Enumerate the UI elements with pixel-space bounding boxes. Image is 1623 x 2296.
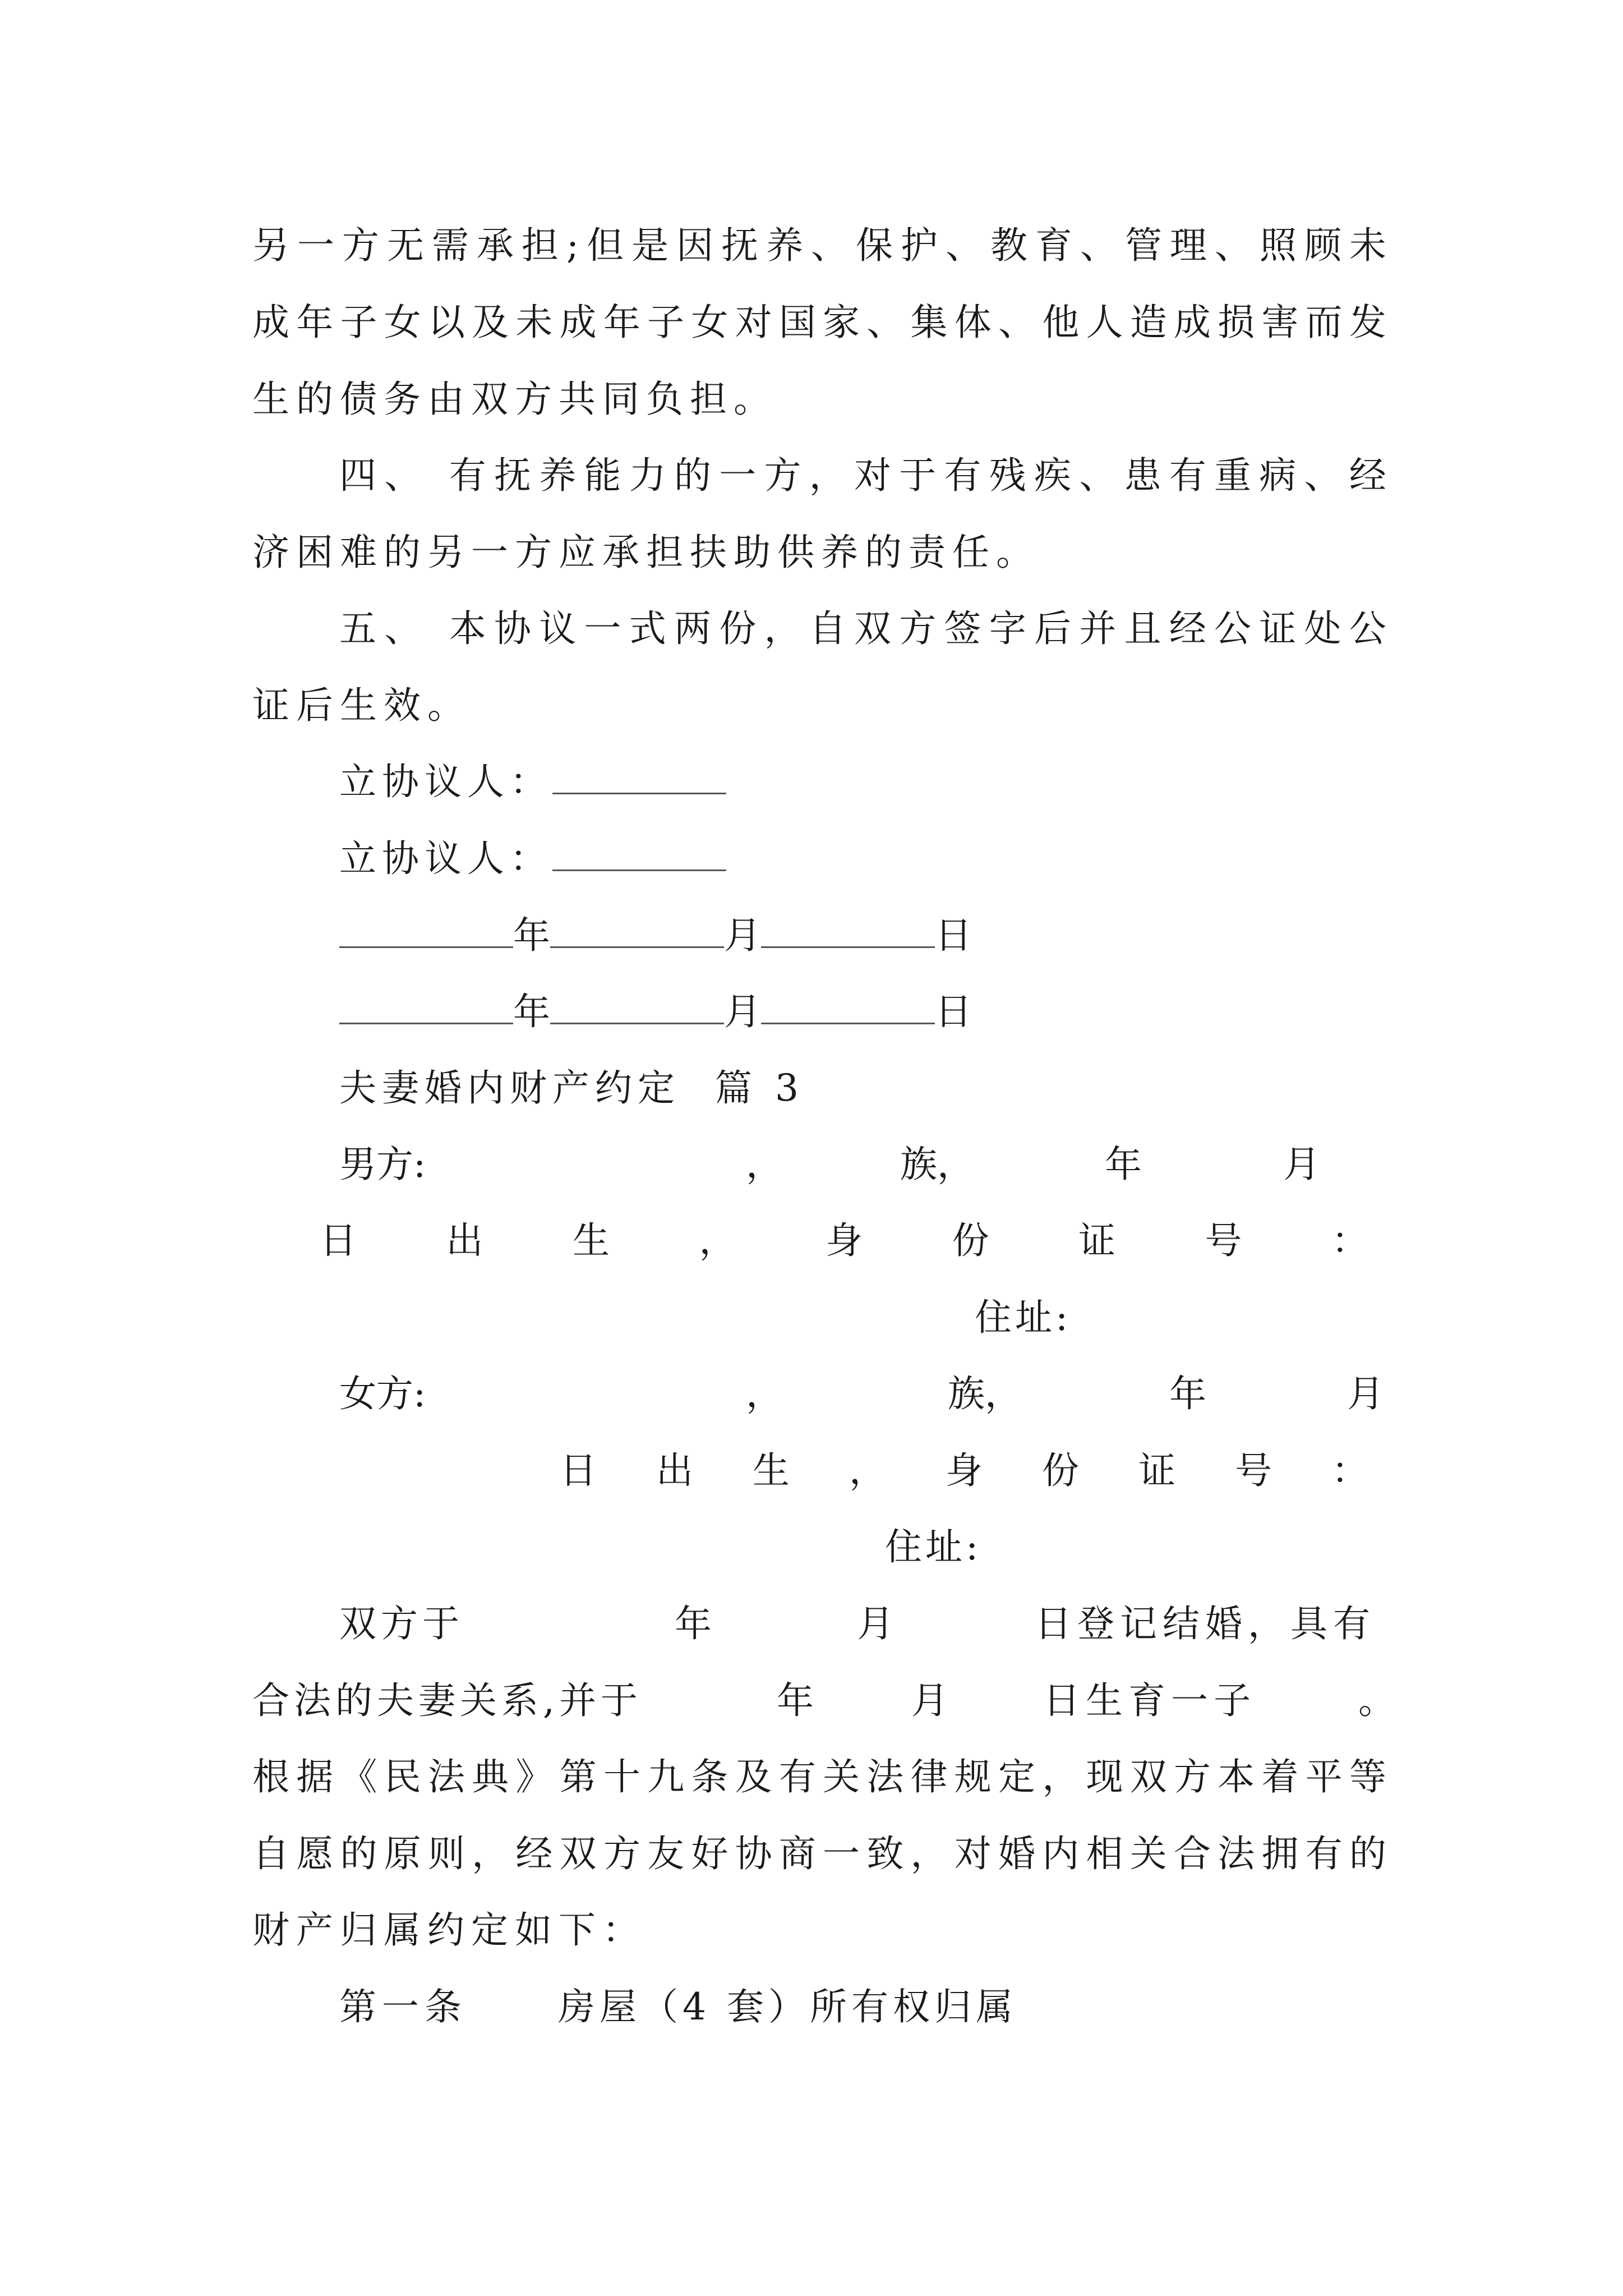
char: 一 [719, 454, 757, 497]
char: 商 [778, 1832, 816, 1875]
char [430, 453, 441, 498]
char: 担 [521, 224, 559, 267]
char: 愿 [296, 1832, 334, 1875]
paragraph-line [252, 300, 1386, 345]
male-ethnicity: 族， [900, 1143, 974, 1186]
char: 相 [1086, 1832, 1123, 1875]
char: 则 [427, 1832, 465, 1875]
char: 经 [515, 1832, 553, 1875]
char: 法 [866, 1755, 904, 1798]
female-birth-line [560, 1448, 1368, 1493]
year-blank[interactable] [339, 914, 513, 948]
char: 一 [297, 224, 334, 267]
marriage-text: 日生育一子 [1043, 1679, 1256, 1722]
marriage-month: 月 [857, 1602, 894, 1645]
char: 对 [854, 454, 891, 497]
char: 集 [910, 301, 948, 344]
char: 、 [384, 607, 422, 650]
char: 未 [515, 301, 553, 344]
male-month: 月 [1283, 1143, 1320, 1186]
paragraph-line [252, 1755, 1386, 1800]
char: 议 [539, 607, 577, 650]
char: 承 [476, 224, 514, 267]
char: 、 [1214, 224, 1252, 267]
char: 但 [587, 224, 624, 267]
char: 及 [735, 1755, 772, 1798]
char: 另 [252, 224, 289, 267]
signature-blank[interactable] [552, 837, 726, 871]
paragraph-line [252, 1832, 1386, 1876]
char: 证 [1138, 1449, 1175, 1492]
char: ， [849, 1449, 886, 1492]
char: ， [910, 1832, 948, 1875]
char: 养 [766, 224, 804, 267]
char: 本 [449, 607, 486, 650]
char: 生 [573, 1219, 610, 1262]
char: 照 [1259, 224, 1297, 267]
char: 现 [1086, 1755, 1123, 1798]
char: 、 [1304, 454, 1341, 497]
female-year: 年 [1169, 1372, 1206, 1415]
char: 抚 [494, 454, 531, 497]
char: 的 [1349, 1832, 1386, 1875]
char: 成 [559, 301, 597, 344]
char: 保 [856, 224, 893, 267]
char: 及 [472, 301, 509, 344]
marriage-period: 。 [1358, 1679, 1395, 1722]
month-blank[interactable] [550, 990, 724, 1024]
signature-line [339, 836, 1386, 881]
char: 残 [989, 454, 1026, 497]
char: 人 [1086, 301, 1123, 344]
char: 四 [339, 454, 376, 497]
male-year: 年 [1105, 1143, 1142, 1186]
char: 的 [674, 454, 711, 497]
female-label: 女方: [339, 1372, 426, 1415]
char: 处 [1304, 607, 1341, 650]
char: ， [472, 1832, 509, 1875]
char: 女 [384, 301, 421, 344]
char: 关 [1129, 1832, 1167, 1875]
female-ethnicity: 族， [948, 1372, 1022, 1415]
paragraph-line: 财产归属约定如下： [252, 1908, 646, 1952]
char: 九 [647, 1755, 685, 1798]
char: 体 [954, 301, 992, 344]
char: 子 [647, 301, 685, 344]
male-comma: ， [746, 1143, 783, 1186]
char: 号 [1205, 1219, 1242, 1262]
char: 、 [811, 224, 849, 267]
male-label: 男方: [339, 1143, 426, 1186]
char: 教 [990, 224, 1027, 267]
char: 有 [944, 454, 981, 497]
char: ： [1331, 1219, 1368, 1262]
char: ， [699, 1219, 736, 1262]
signature-blank[interactable] [552, 760, 726, 794]
article-label: 第一条 [339, 1985, 467, 2028]
char: 患 [1124, 454, 1161, 497]
char: 疾 [1034, 454, 1071, 497]
char: 条 [691, 1755, 728, 1798]
char: 方 [1173, 1755, 1211, 1798]
char: 关 [823, 1755, 860, 1798]
char: 、 [998, 301, 1035, 344]
char: 对 [954, 1832, 992, 1875]
char: 证 [1078, 1219, 1115, 1262]
section-title: 夫妻婚内财产约定 篇 3 [339, 1066, 804, 1110]
char: 规 [954, 1755, 992, 1798]
char: 着 [1261, 1755, 1299, 1798]
char: 病 [1259, 454, 1297, 497]
char: 一 [823, 1832, 860, 1875]
char: 有 [1169, 454, 1206, 497]
char: 份 [719, 607, 757, 650]
char: 《 [340, 1755, 377, 1798]
char: 式 [629, 607, 666, 650]
char: 字 [989, 607, 1026, 650]
char: 且 [1124, 607, 1161, 650]
char: 双 [1129, 1755, 1167, 1798]
article-title: 房屋（4 套）所有权归属 [558, 1985, 1017, 2028]
article-line [339, 1985, 1386, 2030]
female-month: 月 [1347, 1372, 1384, 1415]
char: 有 [1305, 1832, 1343, 1875]
day-blank[interactable] [761, 990, 935, 1024]
char: 号 [1235, 1449, 1272, 1492]
year-blank[interactable] [339, 990, 513, 1024]
char: 自 [252, 1832, 289, 1875]
char: 身 [946, 1449, 983, 1492]
day-label: 日 [935, 990, 972, 1033]
char: 造 [1129, 301, 1167, 344]
char: 养 [539, 454, 577, 497]
char: 、 [946, 224, 983, 267]
paragraph-line: 证后生效。 [252, 684, 471, 727]
char: 公 [1214, 607, 1251, 650]
char: 发 [1349, 301, 1386, 344]
char: 经 [1169, 607, 1206, 650]
birth-month: 月 [911, 1679, 948, 1722]
char: 、 [1080, 224, 1117, 267]
char: 害 [1261, 301, 1299, 344]
char: ： [1331, 1449, 1368, 1492]
char: 方 [342, 224, 379, 267]
char: 双 [854, 607, 891, 650]
char: 顾 [1304, 224, 1341, 267]
char: 》 [515, 1755, 553, 1798]
char: 成 [252, 301, 289, 344]
char: 以 [427, 301, 465, 344]
char: 女 [691, 301, 728, 344]
date-line [339, 990, 1386, 1034]
char: 签 [944, 607, 981, 650]
char: 致 [866, 1832, 904, 1875]
char: 、 [866, 301, 904, 344]
char: 后 [1034, 607, 1071, 650]
month-label: 月 [724, 914, 761, 957]
char: 家 [823, 301, 860, 344]
paragraph-line [339, 606, 1386, 651]
char: 因 [676, 224, 714, 267]
char: 成 [1173, 301, 1211, 344]
char: 出 [446, 1219, 483, 1262]
char: 对 [735, 301, 772, 344]
char: 合 [1173, 1832, 1211, 1875]
male-address: 住址: [975, 1296, 1072, 1339]
char: 需 [431, 224, 469, 267]
char: 而 [1305, 301, 1343, 344]
birth-year: 年 [777, 1679, 814, 1722]
char: 两 [674, 607, 711, 650]
char: ; [566, 224, 579, 267]
char: 抚 [721, 224, 759, 267]
char: 公 [1349, 607, 1386, 650]
char: 于 [899, 454, 937, 497]
char: 自 [809, 607, 846, 650]
char: 据 [296, 1755, 334, 1798]
char: 、 [384, 454, 422, 497]
marriage-text: 双方于 [339, 1602, 464, 1645]
marriage-year: 年 [675, 1602, 712, 1645]
char: 法 [427, 1755, 465, 1798]
char [430, 606, 441, 651]
year-label: 年 [513, 914, 550, 957]
year-label: 年 [513, 990, 550, 1033]
char: 并 [1079, 607, 1117, 650]
char: 好 [691, 1832, 728, 1875]
signature-line [339, 760, 1386, 804]
paragraph-line [339, 453, 1386, 498]
char: 是 [631, 224, 669, 267]
char: 重 [1214, 454, 1251, 497]
char: 的 [340, 1832, 377, 1875]
male-birth-line [320, 1218, 1368, 1263]
date-line [339, 913, 1386, 958]
char: 年 [603, 301, 640, 344]
char: 第 [559, 1755, 597, 1798]
char: 友 [647, 1832, 685, 1875]
char: 经 [1349, 454, 1386, 497]
char: 五 [339, 607, 376, 650]
paragraph-line: 济困难的另一方应承担扶助供养的责任。 [252, 531, 1040, 574]
char: 证 [1259, 607, 1297, 650]
char: 方 [899, 607, 937, 650]
char: ， [809, 454, 846, 497]
female-comma: ， [746, 1372, 783, 1415]
char: 民 [384, 1755, 421, 1798]
char: 法 [1218, 1832, 1255, 1875]
char: 一 [584, 607, 621, 650]
char: 十 [603, 1755, 640, 1798]
char: 生 [753, 1449, 790, 1492]
char: 损 [1218, 301, 1255, 344]
char: 无 [386, 224, 424, 267]
female-address: 住址: [885, 1525, 982, 1568]
char: 有 [449, 454, 486, 497]
char: 国 [778, 301, 816, 344]
char: 育 [1035, 224, 1072, 267]
day-blank[interactable] [761, 914, 935, 948]
char: 出 [656, 1449, 693, 1492]
char: 内 [1042, 1832, 1080, 1875]
char: 他 [1042, 301, 1080, 344]
char: 份 [952, 1219, 989, 1262]
char: 等 [1349, 1755, 1386, 1798]
char: 日 [560, 1449, 597, 1492]
party-label: 立协议人： [339, 760, 552, 803]
char: ， [764, 607, 801, 650]
char: 份 [1042, 1449, 1079, 1492]
char: ， [1042, 1755, 1080, 1798]
char: 管 [1124, 224, 1162, 267]
char: 护 [901, 224, 938, 267]
char: 协 [494, 607, 531, 650]
char: 婚 [998, 1832, 1035, 1875]
char: 子 [340, 301, 377, 344]
char: 平 [1305, 1755, 1343, 1798]
day-label: 日 [935, 914, 972, 957]
marriage-text: 日登记结婚，具有 [1035, 1602, 1376, 1645]
char: 力 [629, 454, 666, 497]
char: 律 [910, 1755, 948, 1798]
char: 典 [472, 1755, 509, 1798]
char: 方 [764, 454, 801, 497]
char: 未 [1349, 224, 1386, 267]
char: 理 [1169, 224, 1207, 267]
char: 根 [252, 1755, 289, 1798]
char: 双 [559, 1832, 597, 1875]
char: 原 [384, 1832, 421, 1875]
paragraph-line [252, 223, 1386, 268]
char: 身 [826, 1219, 863, 1262]
char: 协 [735, 1832, 772, 1875]
char: 年 [296, 301, 334, 344]
char: 本 [1218, 1755, 1255, 1798]
char: 定 [998, 1755, 1035, 1798]
char: 、 [1079, 454, 1117, 497]
char: 日 [320, 1219, 357, 1262]
marriage-text: 合法的夫妻关系,并于 [252, 1679, 642, 1722]
char: 能 [584, 454, 621, 497]
month-blank[interactable] [550, 914, 724, 948]
char: 拥 [1261, 1832, 1299, 1875]
char: 有 [778, 1755, 816, 1798]
month-label: 月 [724, 990, 761, 1033]
paragraph-line: 生的债务由双方共同负担。 [252, 378, 777, 421]
party-label: 立协议人： [339, 837, 552, 880]
char: 方 [603, 1832, 640, 1875]
